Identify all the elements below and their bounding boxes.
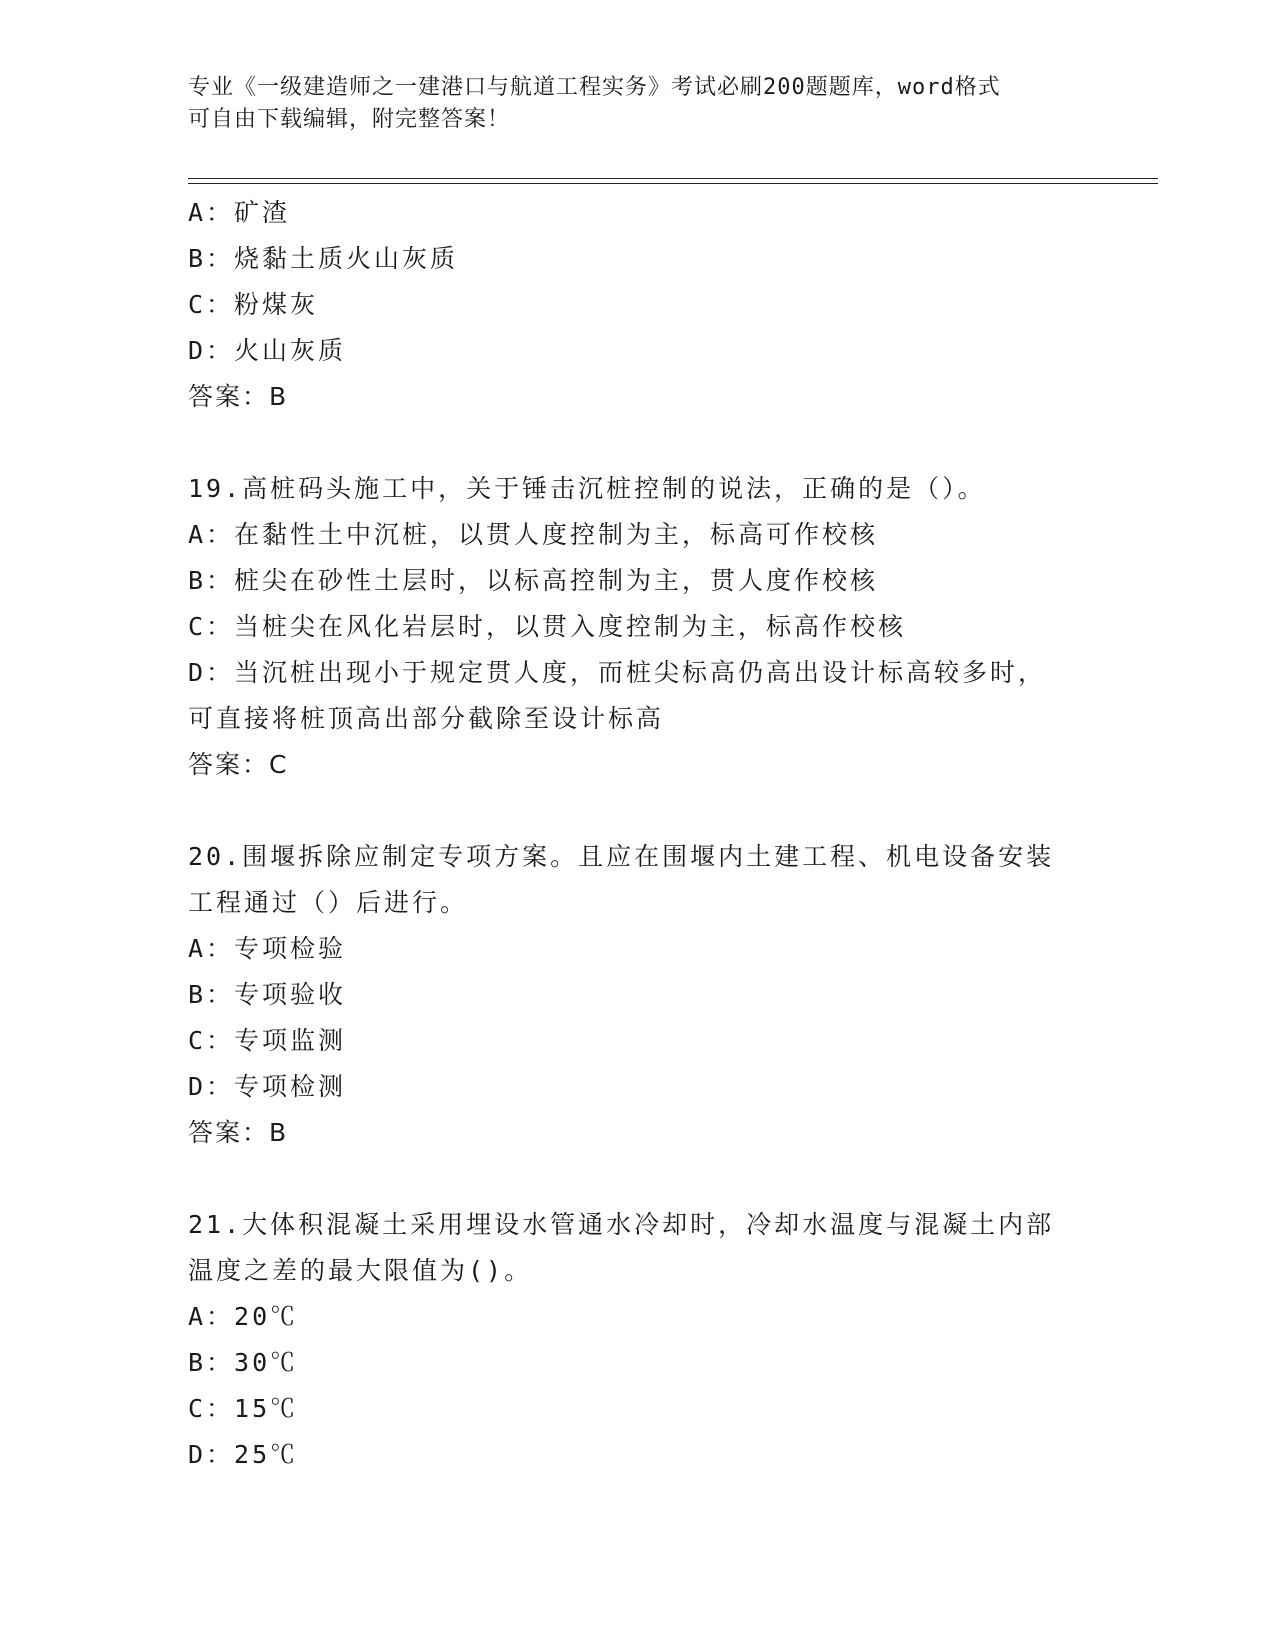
question-stem-line1: 21.大体积混凝土采用埋设水管通水冷却时，冷却水温度与混凝土内部 bbox=[188, 1210, 1055, 1239]
option-c: C：15℃ bbox=[188, 1394, 299, 1423]
question-stem: 19.高桩码头施工中，关于锤击沉桩控制的说法，正确的是（）。 bbox=[188, 474, 986, 503]
option-d-line2: 可直接将桩顶高出部分截除至设计标高 bbox=[188, 704, 665, 733]
option-a: A：专项检验 bbox=[188, 934, 347, 963]
spacer bbox=[188, 788, 1088, 834]
answer-line: 答案：C bbox=[188, 750, 289, 779]
option-c: C：粉煤灰 bbox=[188, 290, 319, 319]
option-b: B：桩尖在砂性土层时，以标高控制为主，贯人度作校核 bbox=[188, 566, 879, 595]
option-d-line1: D：当沉桩出现小于规定贯人度，而桩尖标高仍高出设计标高较多时， bbox=[188, 658, 1047, 687]
answer-line: 答案：B bbox=[188, 382, 289, 411]
option-a: A：20℃ bbox=[188, 1302, 299, 1331]
option-a: A：矿渣 bbox=[188, 198, 291, 227]
question-19 bbox=[188, 466, 1088, 788]
answer-line: 答案：B bbox=[188, 1118, 289, 1147]
spacer bbox=[188, 1156, 1088, 1202]
option-a: A：在黏性土中沉桩，以贯人度控制为主，标高可作校核 bbox=[188, 520, 879, 549]
question-20 bbox=[188, 834, 1088, 1156]
option-d: D：25℃ bbox=[188, 1440, 299, 1469]
option-c: C：专项监测 bbox=[188, 1026, 347, 1055]
option-d: D：专项检测 bbox=[188, 1072, 347, 1101]
question-stem-line2: 工程通过（）后进行。 bbox=[188, 888, 469, 917]
spacer bbox=[188, 420, 1088, 466]
header-title-line1: 专业《一级建造师之一建港口与航道工程实务》考试必刷200题题库，word格式 bbox=[188, 75, 1001, 100]
option-d: D：火山灰质 bbox=[188, 336, 347, 365]
question-stem-line1: 20.围堰拆除应制定专项方案。且应在围堰内土建工程、机电设备安装 bbox=[188, 842, 1055, 871]
option-b: B：烧黏土质火山灰质 bbox=[188, 244, 459, 273]
document-header bbox=[188, 72, 1088, 136]
question-21 bbox=[188, 1202, 1088, 1478]
question-list bbox=[188, 190, 1088, 1478]
header-divider-top bbox=[188, 178, 1158, 179]
header-title-line2: 可自由下载编辑，附完整答案！ bbox=[188, 107, 511, 132]
option-b: B：30℃ bbox=[188, 1348, 299, 1377]
header-divider-bottom bbox=[188, 183, 1158, 184]
question-stem-line2: 温度之差的最大限值为()。 bbox=[188, 1256, 533, 1285]
question-18 bbox=[188, 190, 1088, 420]
option-c: C：当桩尖在风化岩层时，以贯入度控制为主，标高作校核 bbox=[188, 612, 907, 641]
option-b: B：专项验收 bbox=[188, 980, 347, 1009]
